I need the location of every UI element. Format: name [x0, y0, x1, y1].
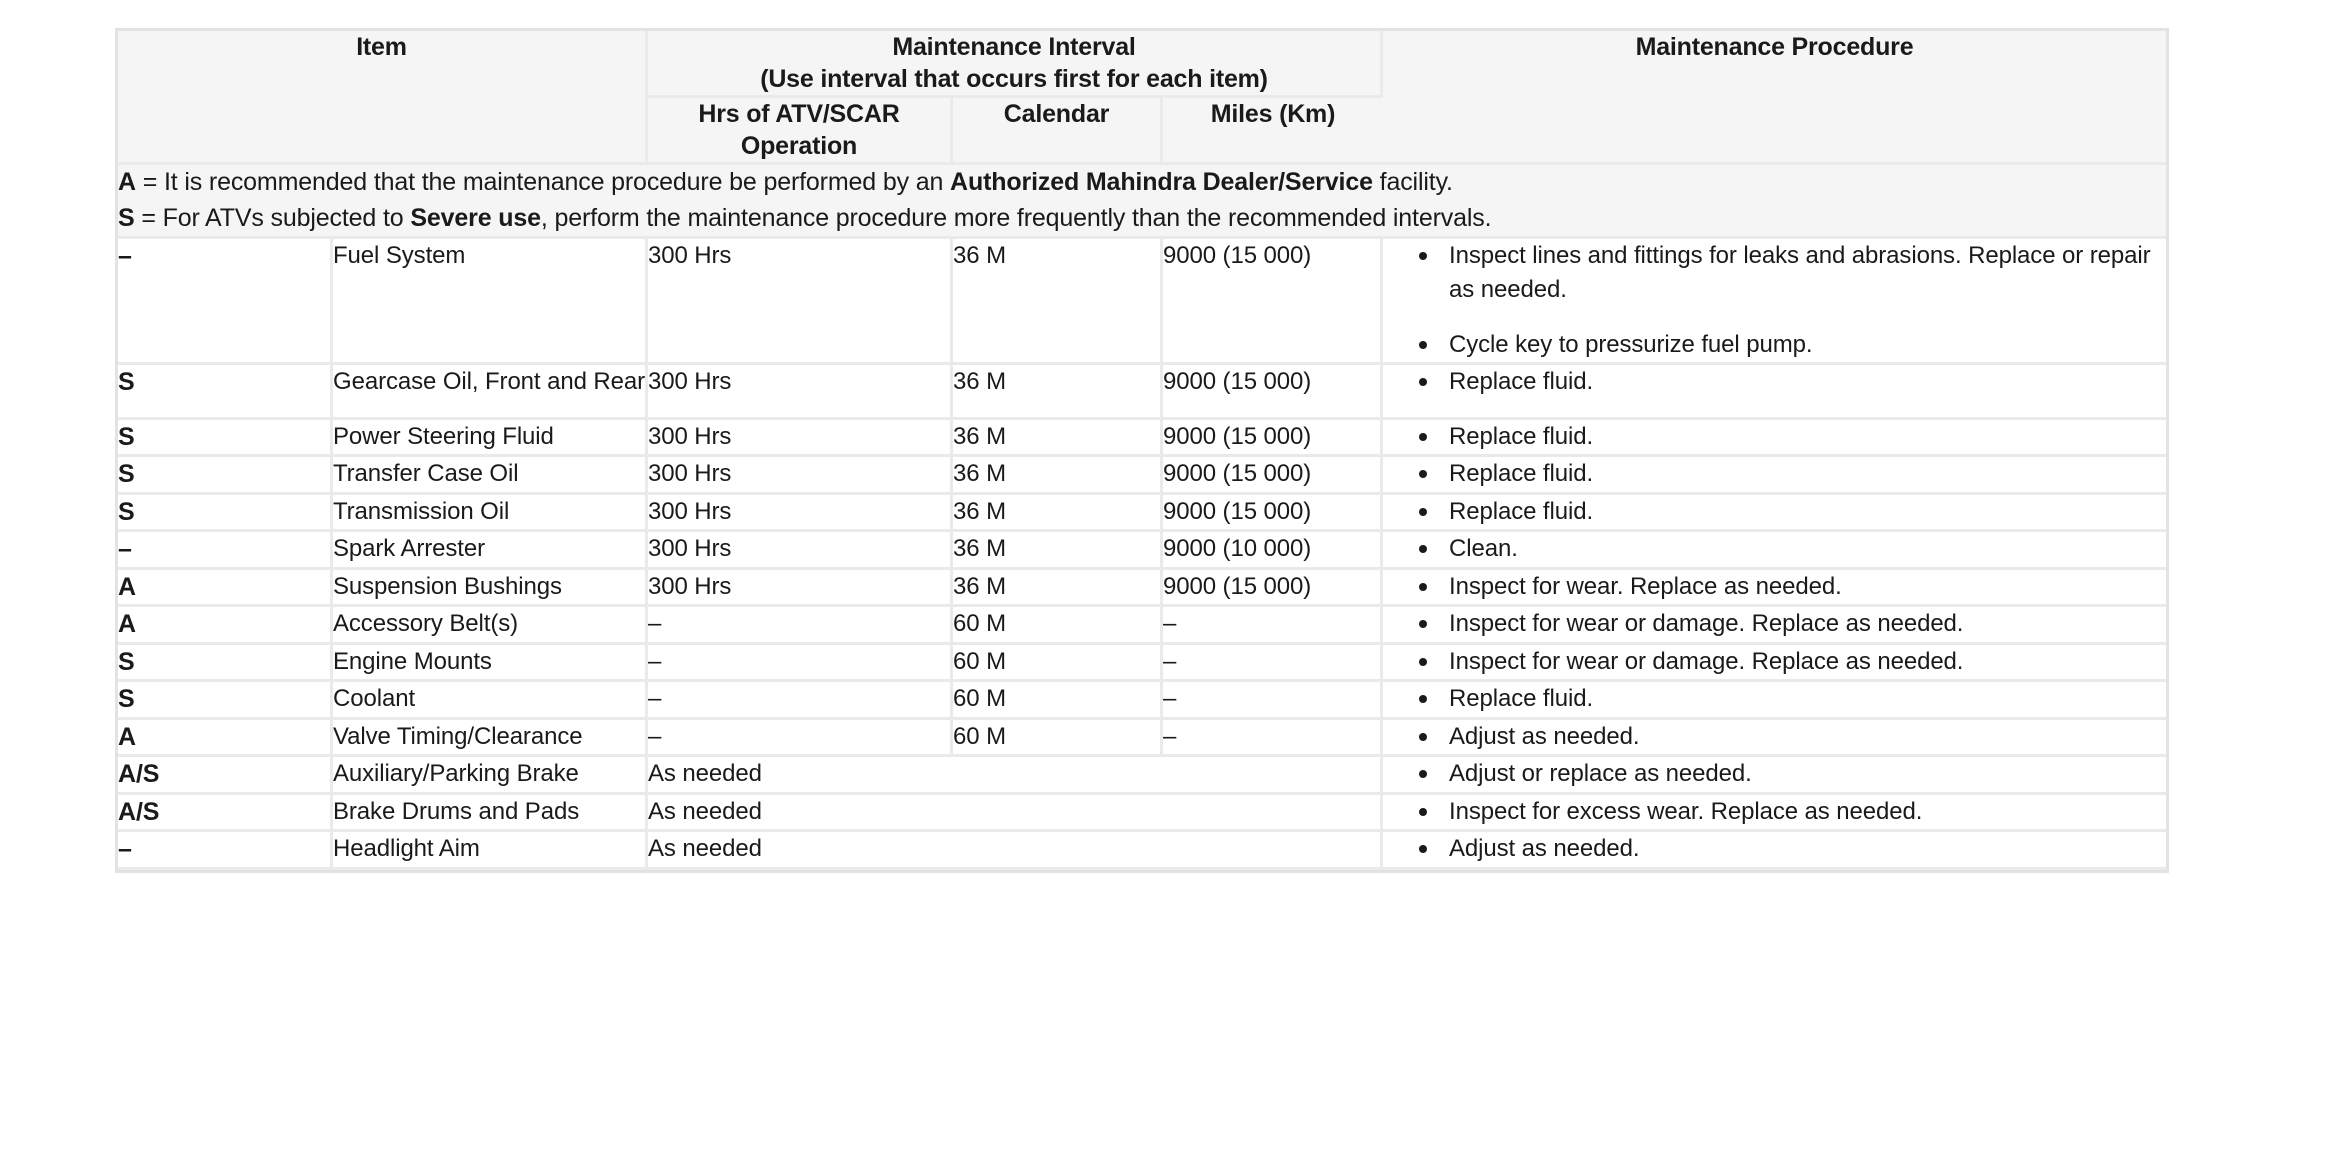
procedure-list — [1383, 757, 2166, 791]
cell-miles-km: 9000 (15 000) — [1163, 495, 1383, 533]
procedure-item — [1383, 495, 2166, 529]
cell-miles-km: – — [1163, 607, 1383, 645]
bullet-icon — [1419, 583, 1427, 591]
procedure-text: Inspect for wear or damage. Replace as needed. — [1449, 647, 1964, 675]
cell-service-flag: S — [118, 645, 333, 683]
cell-hrs-of-operation: – — [648, 682, 953, 720]
procedure-text: Adjust or replace as needed. — [1449, 760, 1752, 788]
procedure-text: Cycle key to pressurize fuel pump. — [1449, 331, 1813, 359]
bullet-icon — [1419, 433, 1427, 441]
cell-calendar: 36 M — [953, 495, 1163, 533]
table-row — [118, 570, 2166, 608]
procedure-item — [1383, 239, 2166, 306]
legend-code-s: S — [118, 203, 135, 232]
procedure-item — [1383, 607, 2166, 641]
header-row-top — [118, 31, 2166, 98]
table-row — [118, 239, 2166, 365]
cell-maintenance-procedure — [1383, 239, 2166, 365]
cell-maintenance-procedure — [1383, 795, 2166, 833]
cell-service-flag: A — [118, 570, 333, 608]
cell-hrs-of-operation: 300 Hrs — [648, 239, 953, 365]
cell-miles-km: – — [1163, 682, 1383, 720]
legend-note-a — [118, 165, 2166, 201]
procedure-list — [1383, 365, 2166, 399]
table-row — [118, 457, 2166, 495]
table-body — [118, 165, 2166, 870]
cell-item-name: Transmission Oil — [333, 495, 648, 533]
cell-calendar: 60 M — [953, 682, 1163, 720]
maintenance-schedule-table — [115, 28, 2169, 873]
bullet-icon — [1419, 470, 1427, 478]
cell-as-needed: As needed — [648, 832, 1383, 870]
header-item: Item — [118, 31, 648, 165]
table-row — [118, 495, 2166, 533]
cell-item-name: Headlight Aim — [333, 832, 648, 870]
procedure-item — [1383, 832, 2166, 866]
cell-calendar: 36 M — [953, 365, 1163, 420]
procedure-list — [1383, 832, 2166, 866]
cell-hrs-of-operation: 300 Hrs — [648, 365, 953, 420]
procedure-text: Adjust as needed. — [1449, 835, 1640, 863]
procedure-list — [1383, 420, 2166, 454]
procedure-item — [1383, 682, 2166, 716]
procedure-text: Replace fluid. — [1449, 685, 1594, 713]
table-row — [118, 645, 2166, 683]
bullet-icon — [1419, 620, 1427, 628]
cell-hrs-of-operation: – — [648, 720, 953, 758]
procedure-text: Inspect lines and fittings for leaks and abrasions. Replace or repair as needed. — [1449, 242, 2151, 303]
cell-calendar: 60 M — [953, 720, 1163, 758]
header-interval-title: Maintenance Interval — [892, 33, 1136, 61]
procedure-item — [1383, 795, 2166, 829]
procedure-list — [1383, 495, 2166, 529]
header-maintenance-interval — [648, 31, 1383, 98]
cell-hrs-of-operation: 300 Hrs — [648, 495, 953, 533]
procedure-text: Replace fluid. — [1449, 422, 1594, 450]
procedure-item — [1383, 420, 2166, 454]
cell-item-name: Suspension Bushings — [333, 570, 648, 608]
procedure-item — [1383, 457, 2166, 491]
cell-maintenance-procedure — [1383, 757, 2166, 795]
table-row — [118, 757, 2166, 795]
table-row — [118, 607, 2166, 645]
procedure-list — [1383, 607, 2166, 641]
cell-hrs-of-operation: 300 Hrs — [648, 532, 953, 570]
cell-item-name: Spark Arrester — [333, 532, 648, 570]
cell-maintenance-procedure — [1383, 832, 2166, 870]
procedure-list — [1383, 457, 2166, 491]
procedure-text: Replace fluid. — [1449, 497, 1594, 525]
table-header — [118, 31, 2166, 165]
procedure-list — [1383, 795, 2166, 829]
legend-eq-s: = — [134, 203, 163, 232]
cell-item-name: Auxiliary/Parking Brake — [333, 757, 648, 795]
cell-item-name: Accessory Belt(s) — [333, 607, 648, 645]
bullet-icon — [1419, 845, 1427, 853]
procedure-text: Replace fluid. — [1449, 367, 1594, 395]
cell-service-flag: S — [118, 457, 333, 495]
cell-calendar: 36 M — [953, 420, 1163, 458]
cell-maintenance-procedure — [1383, 720, 2166, 758]
cell-calendar: 36 M — [953, 532, 1163, 570]
bullet-icon — [1419, 508, 1427, 516]
cell-miles-km: – — [1163, 645, 1383, 683]
procedure-list — [1383, 239, 2166, 362]
cell-item-name: Engine Mounts — [333, 645, 648, 683]
cell-service-flag: A/S — [118, 757, 333, 795]
cell-calendar: 36 M — [953, 570, 1163, 608]
legend-text-a-after: facility. — [1372, 168, 1453, 196]
cell-hrs-of-operation: – — [648, 645, 953, 683]
cell-service-flag: – — [118, 532, 333, 570]
header-calendar: Calendar — [953, 98, 1163, 165]
header-interval-subtitle: (Use interval that occurs first for each item) — [760, 65, 1268, 93]
procedure-text: Inspect for wear or damage. Replace as needed. — [1449, 610, 1964, 638]
cell-miles-km: 9000 (15 000) — [1163, 365, 1383, 420]
cell-maintenance-procedure — [1383, 495, 2166, 533]
procedure-item — [1383, 328, 2166, 362]
cell-as-needed: As needed — [648, 795, 1383, 833]
cell-hrs-of-operation: 300 Hrs — [648, 570, 953, 608]
cell-maintenance-procedure — [1383, 645, 2166, 683]
cell-service-flag: – — [118, 239, 333, 365]
bullet-icon — [1419, 808, 1427, 816]
bullet-icon — [1419, 733, 1427, 741]
cell-item-name: Brake Drums and Pads — [333, 795, 648, 833]
bullet-icon — [1419, 658, 1427, 666]
cell-service-flag: A — [118, 607, 333, 645]
cell-service-flag: A/S — [118, 795, 333, 833]
cell-service-flag: A — [118, 720, 333, 758]
cell-maintenance-procedure — [1383, 365, 2166, 420]
procedure-list — [1383, 682, 2166, 716]
cell-maintenance-procedure — [1383, 457, 2166, 495]
procedure-item — [1383, 720, 2166, 754]
procedure-list — [1383, 720, 2166, 754]
legend-notes — [118, 165, 2166, 239]
legend-bold-s: Severe use — [410, 203, 541, 232]
header-hrs-of-operation: Hrs of ATV/SCAR Operation — [648, 98, 953, 165]
legend-text-s-before: For ATVs subjected to — [162, 203, 411, 232]
cell-service-flag: – — [118, 832, 333, 870]
procedure-text: Adjust as needed. — [1449, 722, 1640, 750]
cell-item-name: Coolant — [333, 682, 648, 720]
legend-code-a: A — [118, 168, 136, 196]
procedure-item — [1383, 757, 2166, 791]
cell-maintenance-procedure — [1383, 532, 2166, 570]
cell-miles-km: 9000 (10 000) — [1163, 532, 1383, 570]
legend-row — [118, 165, 2166, 239]
table-row — [118, 832, 2166, 870]
procedure-item — [1383, 645, 2166, 679]
cell-calendar: 60 M — [953, 607, 1163, 645]
procedure-text: Clean. — [1449, 535, 1518, 563]
cell-miles-km: – — [1163, 720, 1383, 758]
cell-hrs-of-operation: – — [648, 607, 953, 645]
procedure-list — [1383, 570, 2166, 604]
cell-item-name: Power Steering Fluid — [333, 420, 648, 458]
table-row — [118, 420, 2166, 458]
table-row — [118, 795, 2166, 833]
maintenance-schedule-table-wrapper — [115, 28, 2163, 873]
procedure-list — [1383, 532, 2166, 566]
cell-maintenance-procedure — [1383, 682, 2166, 720]
header-maintenance-procedure: Maintenance Procedure — [1383, 31, 2166, 165]
cell-calendar: 36 M — [953, 239, 1163, 365]
cell-calendar: 36 M — [953, 457, 1163, 495]
cell-service-flag: S — [118, 365, 333, 420]
header-miles-km: Miles (Km) — [1163, 98, 1383, 165]
legend-text-s-after: , perform the maintenance procedure more frequently than the recommended intervals. — [540, 203, 1492, 232]
cell-service-flag: S — [118, 420, 333, 458]
bullet-icon — [1419, 378, 1427, 386]
procedure-item — [1383, 365, 2166, 399]
cell-miles-km: 9000 (15 000) — [1163, 239, 1383, 365]
bullet-icon — [1419, 252, 1427, 260]
cell-miles-km: 9000 (15 000) — [1163, 570, 1383, 608]
cell-hrs-of-operation: 300 Hrs — [648, 420, 953, 458]
table-row — [118, 720, 2166, 758]
procedure-text: Inspect for excess wear. Replace as needed. — [1449, 797, 1923, 825]
cell-item-name: Fuel System — [333, 239, 648, 365]
legend-text-a-before: It is recommended that the maintenance procedure be performed by an — [163, 168, 951, 196]
table-row — [118, 532, 2166, 570]
cell-maintenance-procedure — [1383, 607, 2166, 645]
table-row — [118, 365, 2166, 420]
cell-item-name: Valve Timing/Clearance — [333, 720, 648, 758]
procedure-item — [1383, 570, 2166, 604]
procedure-text: Inspect for wear. Replace as needed. — [1449, 572, 1842, 600]
cell-service-flag: S — [118, 682, 333, 720]
procedure-list — [1383, 645, 2166, 679]
procedure-item — [1383, 532, 2166, 566]
cell-hrs-of-operation: 300 Hrs — [648, 457, 953, 495]
cell-item-name: Gearcase Oil, Front and Rear — [333, 365, 648, 420]
cell-maintenance-procedure — [1383, 420, 2166, 458]
cell-miles-km: 9000 (15 000) — [1163, 420, 1383, 458]
bullet-icon — [1419, 770, 1427, 778]
cell-calendar: 60 M — [953, 645, 1163, 683]
cell-item-name: Transfer Case Oil — [333, 457, 648, 495]
cell-as-needed: As needed — [648, 757, 1383, 795]
table-row — [118, 682, 2166, 720]
cell-service-flag: S — [118, 495, 333, 533]
cell-miles-km: 9000 (15 000) — [1163, 457, 1383, 495]
legend-eq-a: = — [135, 168, 164, 196]
legend-note-s — [118, 201, 2166, 237]
procedure-text: Replace fluid. — [1449, 460, 1594, 488]
cell-maintenance-procedure — [1383, 570, 2166, 608]
bullet-icon — [1419, 695, 1427, 703]
bullet-icon — [1419, 545, 1427, 553]
bullet-icon — [1419, 341, 1427, 349]
legend-bold-a: Authorized Mahindra Dealer/Service — [950, 168, 1373, 196]
